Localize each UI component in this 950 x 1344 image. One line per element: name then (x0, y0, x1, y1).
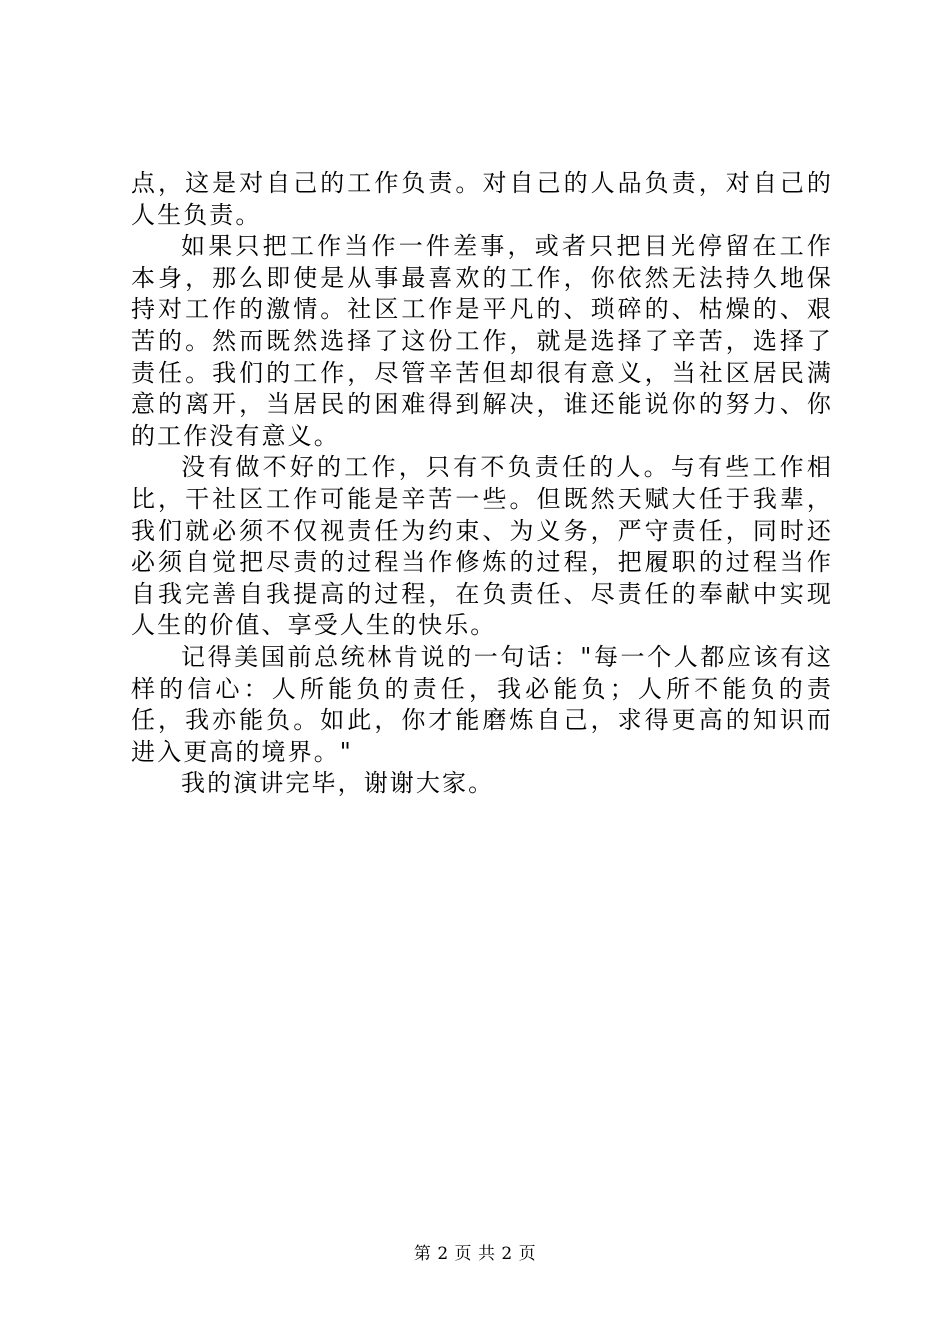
paragraph-continuation: 点，这是对自己的工作负责。对自己的人品负责，对自己的人生负责。 (131, 169, 833, 229)
paragraph-closing: 我的演讲完毕，谢谢大家。 (181, 769, 495, 798)
paragraph-lincoln-quote: 记得美国前总统林肯说的一句话："每一个人都应该有这样的信心：人所能负的责任，我必能负；人所不能负的责任，我亦能负。如此，你才能磨炼自己，求得更高的知识而进入更高的境界。" (131, 642, 833, 766)
page-number-footer: 第 2 页 共 2 页 (413, 1244, 537, 1264)
paragraph-responsibility: 没有做不好的工作，只有不负责任的人。与有些工作相比，干社区工作可能是辛苦一些。但既然天赋大任于我辈，我们就必须不仅视责任为约束、为义务，严守责任，同时还必须自觉把尽责的过程当作修炼的过程，把履职的过程当作自我完善自我提高的过程，在负责任、尽责任的奉献中实现人生的价值、享受人生的快乐。 (131, 453, 833, 640)
paragraph-work-passion: 如果只把工作当作一件差事，或者只把目光停留在工作本身，那么即使是从事最喜欢的工作，你依然无法持久地保持对工作的激情。社区工作是平凡的、琐碎的、枯燥的、艰苦的。然而既然选择了这份工作，就是选择了辛苦，选择了责任。我们的工作，尽管辛苦但却很有意义，当社区居民满意的离开，当居民的困难得到解决，谁还能说你的努力、你的工作没有意义。 (131, 232, 833, 450)
document-body (131, 168, 833, 800)
